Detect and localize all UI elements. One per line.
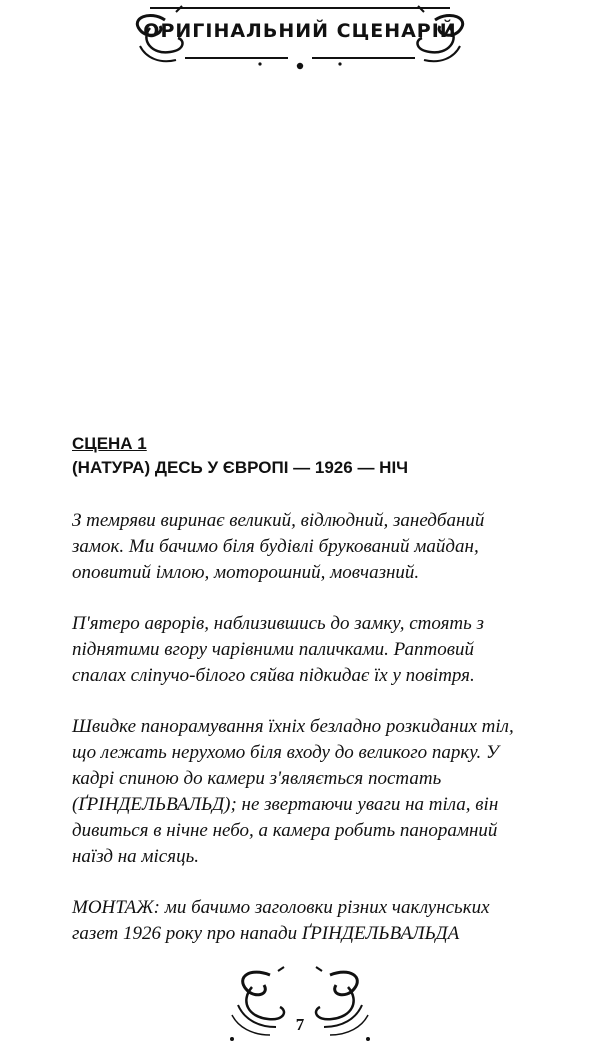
swan-pair-ornament-icon xyxy=(0,965,600,1049)
running-title: ОРИГІНАЛЬНИЙ СЦЕНАРІЙ xyxy=(143,20,457,42)
scene-paragraph: Швидке панорамування їхніх безладно розкиданих тіл, що лежать нерухомо біля входу до великого парку. У кадрі спиною до камери з'являється постать (ҐРІНДЕЛЬВАЛЬД); не звертаючи уваги на тіла, він дивиться в нічне небо, а камера робить панорамний наїзд на місяць. xyxy=(72,716,514,867)
swan-flourish-icon xyxy=(0,0,600,90)
scene-number: СЦЕНА 1 xyxy=(72,434,147,453)
scene-heading: (НАТУРА) ДЕСЬ У ЄВРОПІ — 1926 — НІЧ xyxy=(72,458,409,477)
page-footer xyxy=(0,965,600,1049)
page-header xyxy=(0,0,600,90)
scene-paragraph: МОНТАЖ: ми бачимо заголовки різних чаклунських газет 1926 року про напади ҐРІНДЕЛЬВАЛЬДА xyxy=(72,897,490,944)
scene-paragraph: П'ятеро аврорів, наблизившись до замку, стоять з піднятими вгору чарівними паличками. Раптовий спалах сліпучо-білого сяйва підкидає їх у повітря. xyxy=(72,613,484,686)
page-number: 7 xyxy=(295,1015,305,1034)
scene-paragraph: З темряви виринає великий, відлюдний, занедбаний замок. Ми бачимо біля будівлі брукований майдан, оповитий імлою, моторошний, мовчазний. xyxy=(72,510,485,583)
scene-block xyxy=(72,432,532,947)
